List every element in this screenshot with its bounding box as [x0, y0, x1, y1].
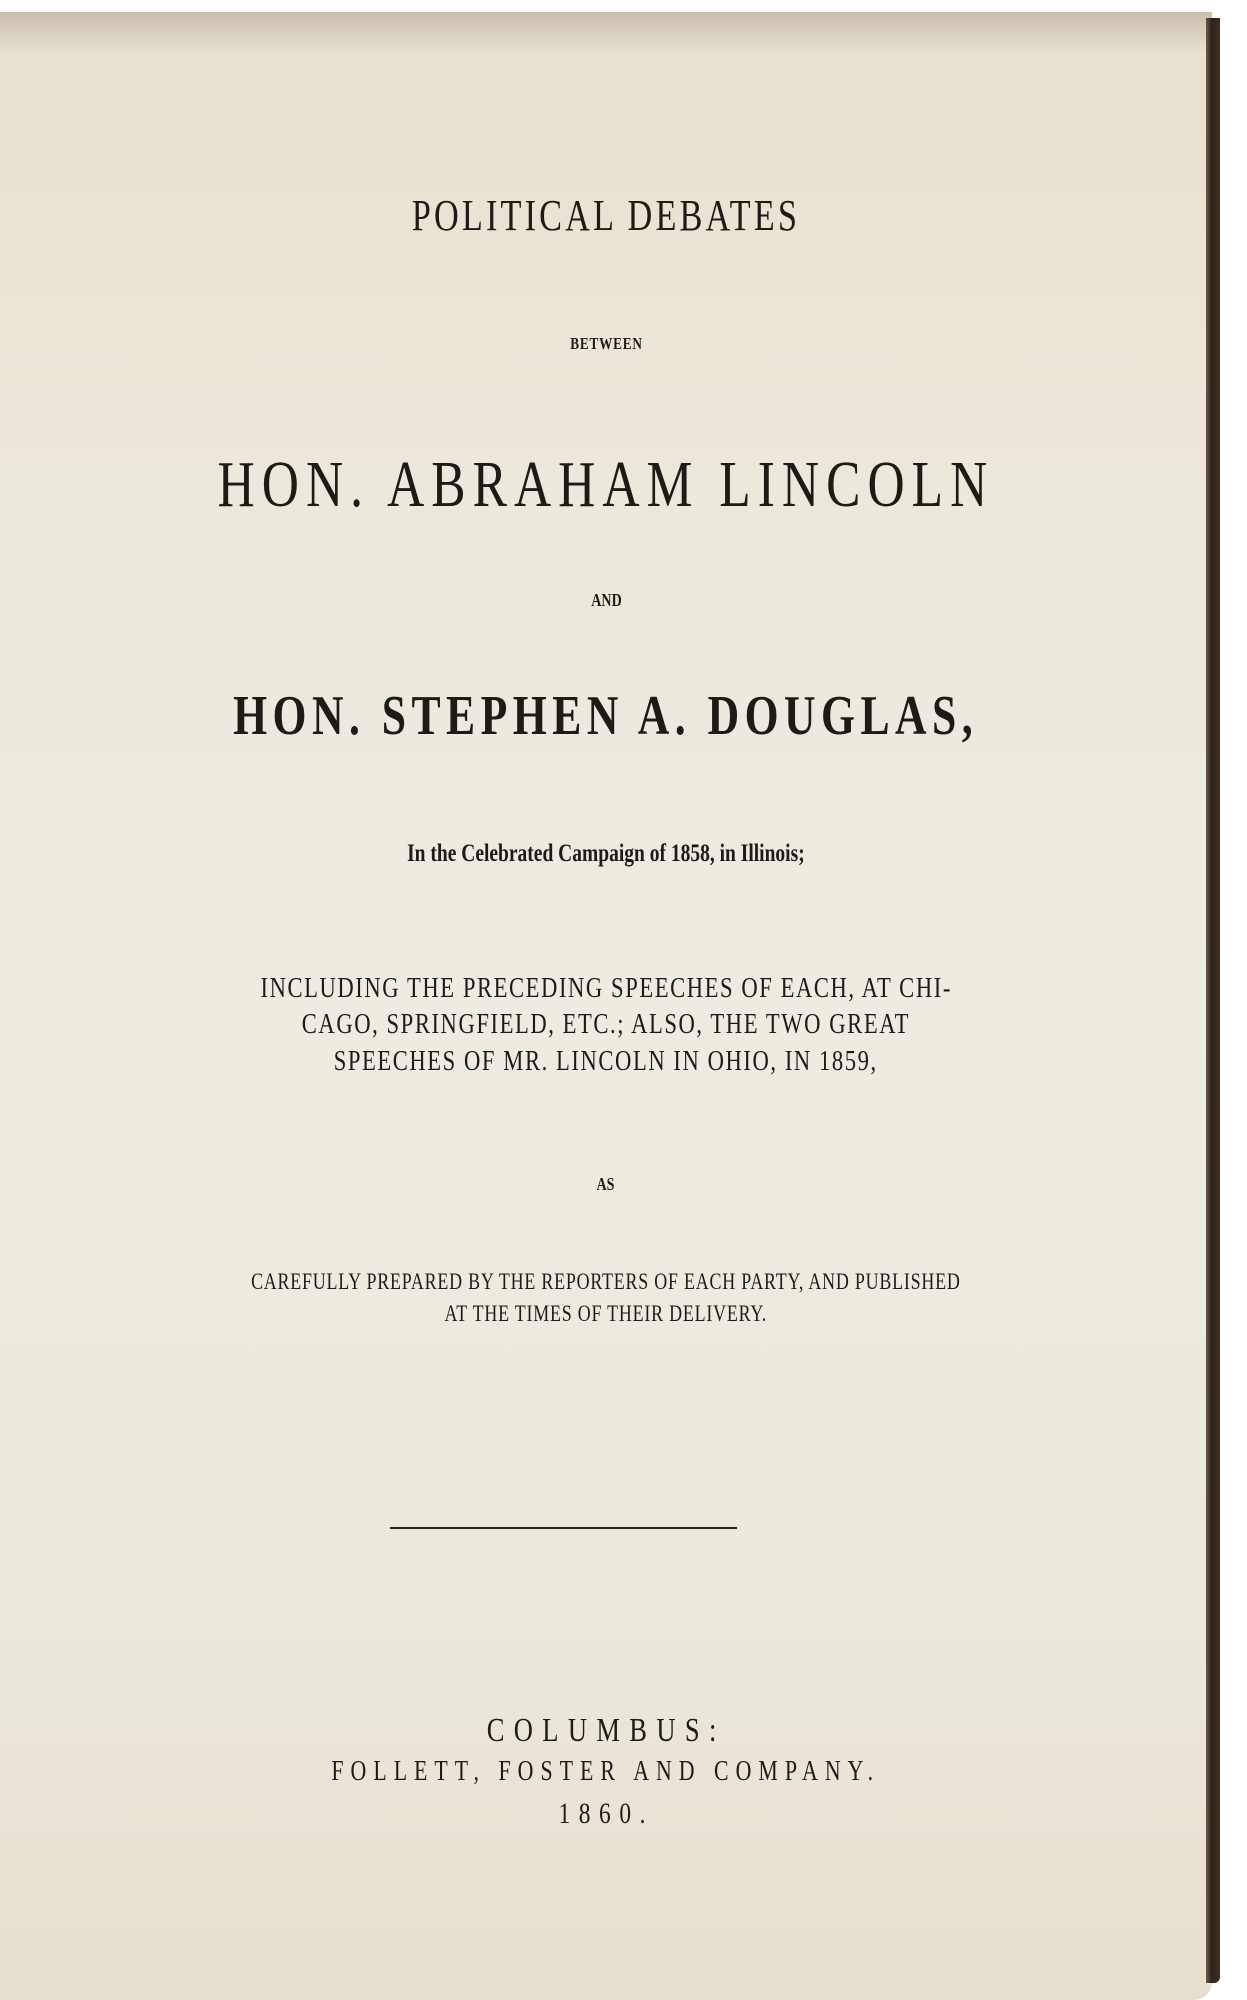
including-text: SPEECHES OF MR. LINCOLN IN OHIO, IN 1859, — [333, 1045, 879, 1077]
divider-rule — [390, 1527, 737, 1529]
including-text: INCLUDING THE PRECEDING SPEECHES OF EACH, AT CHI- — [260, 972, 952, 1004]
prepared-line — [0, 1301, 1212, 1327]
imprint-place — [0, 1712, 1212, 1750]
imprint-year-text: 1860. — [558, 1797, 654, 1830]
as-label — [0, 1174, 1212, 1195]
first-party-text: HON. ABRAHAM LINCOLN — [217, 448, 995, 521]
prepared-line — [0, 1269, 1212, 1295]
and-text: AND — [590, 590, 622, 610]
prepared-text: AT THE TIMES OF THEIR DELIVERY. — [444, 1301, 768, 1326]
title-page — [0, 12, 1212, 2000]
second-party-text: HON. STEPHEN A. DOUGLAS, — [233, 685, 979, 747]
first-party-name — [0, 447, 1212, 523]
including-line — [0, 1045, 1212, 1078]
campaign-subtitle — [0, 840, 1212, 868]
campaign-text: In the Celebrated Campaign of 1858, in Illinois; — [407, 840, 805, 867]
book-title-text: POLITICAL DEBATES — [411, 191, 801, 240]
including-line — [0, 972, 1212, 1005]
second-party-name — [0, 684, 1212, 748]
book-spine-edge — [1206, 18, 1220, 1983]
including-line — [0, 1008, 1212, 1041]
as-text: AS — [597, 1174, 615, 1194]
book-title — [0, 190, 1212, 241]
including-text: CAGO, SPRINGFIELD, ETC.; ALSO, THE TWO GREAT — [301, 1008, 911, 1040]
imprint-publisher-text: FOLLETT, FOSTER AND COMPANY. — [331, 1756, 881, 1787]
between-label — [0, 334, 1212, 354]
imprint-place-text: COLUMBUS: — [486, 1712, 726, 1749]
and-label — [0, 590, 1212, 611]
prepared-text: CAREFULLY PREPARED BY THE REPORTERS OF EACH PARTY, AND PUBLISHED — [251, 1269, 961, 1294]
between-text: BETWEEN — [569, 334, 643, 353]
imprint-publisher — [0, 1756, 1212, 1788]
imprint-year — [0, 1797, 1212, 1831]
